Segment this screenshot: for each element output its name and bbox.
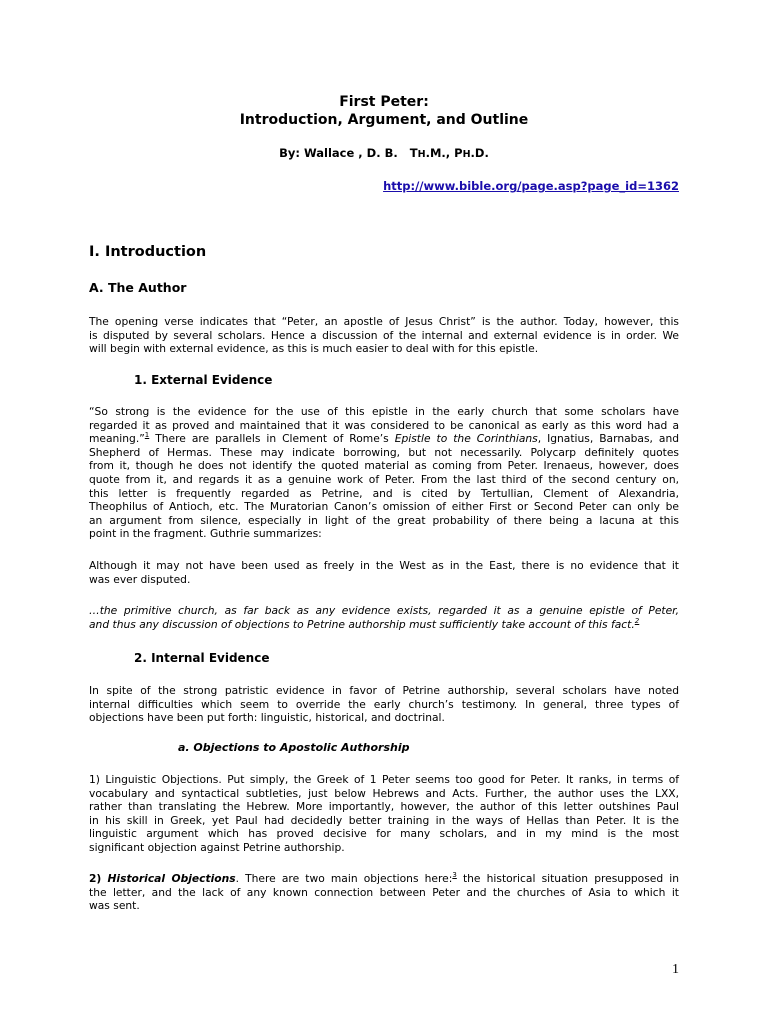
author-name: By: Wallace , D. B.: [279, 146, 398, 160]
footnote-ref-2[interactable]: 2: [634, 616, 640, 625]
heading-internal-evidence: 2. Internal Evidence: [134, 651, 270, 665]
intro-paragraph: The opening verse indicates that “Peter, an apostle of Jesus Christ” is the author. Today, however, this is disputed by several scholars. Hence a discussion of the internal and external evidence is in order. We will begin with external evidence, as this is much easier to deal with for this epistle.: [89, 315, 679, 356]
subsection-heading-author: A. The Author: [89, 280, 187, 295]
degree-thm: TH.M.,: [409, 146, 451, 160]
section-heading-introduction: I. Introduction: [89, 244, 207, 260]
source-url-link[interactable]: http://www.bible.org/page.asp?page_id=1362: [383, 179, 679, 193]
heading-apostolic-objections: a. Objections to Apostolic Authorship: [178, 741, 410, 754]
west-east-paragraph: Although it may not have been used as freely in the West as in the East, there is no evidence that it was ever disputed.: [89, 559, 679, 586]
document-title-line1: First Peter:: [339, 94, 429, 110]
external-evidence-paragraph: “So strong is the evidence for the use of this epistle in the early church that some scholars have regarded it as proved and maintained that it was considered to be canonical as early as this word had a meaning.”$^1$ There are parallels in Clement of Rome’s Epistle to the Corinthians, Ignatius, Barnabas, and Shepherd of Hermas. These may indicate borrowing, but not necessarily. Polycarp definitely quotes from it, though he does not identify the quoted material as coming from Peter. Irenaeus, however, does quote from it, and regards it as a genuine work of Peter. From the last third of the second century on, this letter is frequently regarded as Petrine, and is cited by Tertullian, Clement of Alexandria, Theophilus of Antioch, etc. The Muratorian Canon’s omission of either First or Second Peter can only be an argument from silence, especially in light of the great probability of there being a lacuna at this point in the fragment. Guthrie summarizes:: [89, 405, 680, 541]
heading-external-evidence: 1. External Evidence: [134, 373, 273, 387]
document-title-line2: Introduction, Argument, and Outline: [239, 112, 529, 128]
page-number: 1: [672, 962, 679, 977]
historical-objections-label: Historical Objections: [107, 872, 236, 885]
footnote-ref-3[interactable]: 3: [452, 871, 457, 879]
guthrie-quote: …the primitive church, as far back as any evidence exists, regarded it as a genuine epistle of Peter, and thus any discussion of objections to Petrine authorship must sufficiently take account of this fact.$^2$: [89, 604, 679, 631]
footnote-ref-1[interactable]: 1: [144, 431, 150, 440]
degree-phd: PH.D.: [454, 146, 489, 160]
author-byline: [0, 146, 768, 160]
historical-objections-paragraph: 2) Historical Objections. There are two main objections here:$^3$ the historical situation presupposed in the letter, and the lack of any known connection between Peter and the churches of Asia to which it was sent.: [89, 871, 679, 913]
linguistic-objections-paragraph: 1) Linguistic Objections. Put simply, the Greek of 1 Peter seems too good for Peter. It ranks, in terms of vocabulary and syntactical subtleties, just below Hebrews and Acts. Further, the author uses the LXX, rather than translating the Hebrew. More importantly, however, the author of this letter outshines Paul in his skill in Greek, yet Paul had decidedly better training in the ways of Hellas than Peter. It is the linguistic argument which has proved decisive for many scholars, and in my mind is the most significant objection against Petrine authorship.: [89, 773, 679, 854]
internal-evidence-paragraph: In spite of the strong patristic evidence in favor of Petrine authorship, several scholars have noted internal difficulties which seem to override the early church’s testimony. In general, three types of objections have been put forth: linguistic, historical, and doctrinal.: [89, 684, 679, 725]
